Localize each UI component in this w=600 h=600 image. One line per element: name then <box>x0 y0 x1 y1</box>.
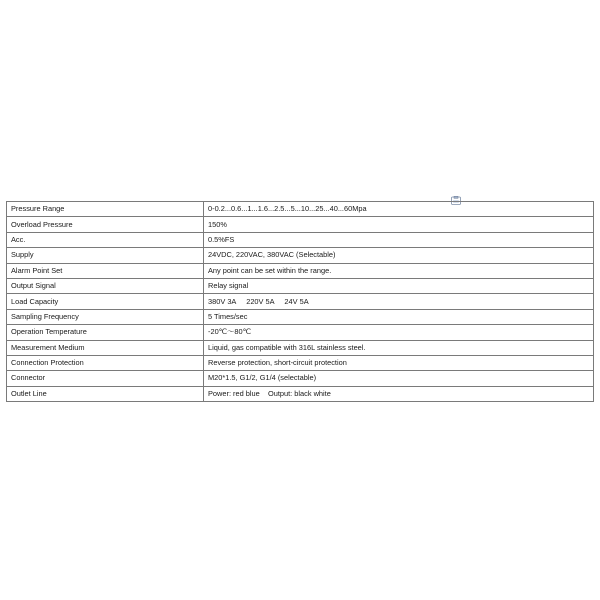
value-cell: -20℃～80℃ <box>204 325 594 340</box>
value-cell: Relay signal <box>204 278 594 293</box>
parameter-cell: Overload Pressure <box>7 217 204 232</box>
table-row <box>7 340 594 355</box>
value-cell: 150% <box>204 217 594 232</box>
value-cell: Power: red blue Output: black white <box>204 386 594 401</box>
table-row <box>7 202 594 217</box>
parameter-cell: Connection Protection <box>7 355 204 370</box>
value-cell: 0-0.2...0.6...1...1.6...2.5...5...10...25...40...60Mpa <box>204 202 594 217</box>
table-row <box>7 263 594 278</box>
value-cell: 5 Times/sec <box>204 309 594 324</box>
parameter-cell: Supply <box>7 248 204 263</box>
table-row <box>7 309 594 324</box>
table-row <box>7 278 594 293</box>
table-row <box>7 386 594 401</box>
parameter-cell: Outlet Line <box>7 386 204 401</box>
value-cell: Reverse protection, short-circuit protection <box>204 355 594 370</box>
parameter-cell: Measurement Medium <box>7 340 204 355</box>
table-row <box>7 232 594 247</box>
parameter-cell: Load Capacity <box>7 294 204 309</box>
table-row <box>7 217 594 232</box>
parameter-cell: Acc. <box>7 232 204 247</box>
parameter-cell: Operation Temperature <box>7 325 204 340</box>
value-cell: 24VDC, 220VAC, 380VAC (Selectable) <box>204 248 594 263</box>
table-row <box>7 355 594 370</box>
table-row <box>7 325 594 340</box>
parameter-cell: Sampling Frequency <box>7 309 204 324</box>
table-row <box>7 248 594 263</box>
parameter-cell: Output Signal <box>7 278 204 293</box>
value-cell: M20*1.5, G1/2, G1/4 (selectable) <box>204 371 594 386</box>
parameter-cell: Alarm Point Set <box>7 263 204 278</box>
table-row <box>7 294 594 309</box>
specification-table <box>6 201 594 402</box>
parameter-cell: Connector <box>7 371 204 386</box>
value-cell: 380V 3A 220V 5A 24V 5A <box>204 294 594 309</box>
clipboard-paste-icon[interactable] <box>451 192 461 201</box>
value-cell: Any point can be set within the range. <box>204 263 594 278</box>
value-cell: Liquid, gas compatible with 316L stainless steel. <box>204 340 594 355</box>
table-row <box>7 371 594 386</box>
parameter-cell: Pressure Range <box>7 202 204 217</box>
value-cell: 0.5%FS <box>204 232 594 247</box>
